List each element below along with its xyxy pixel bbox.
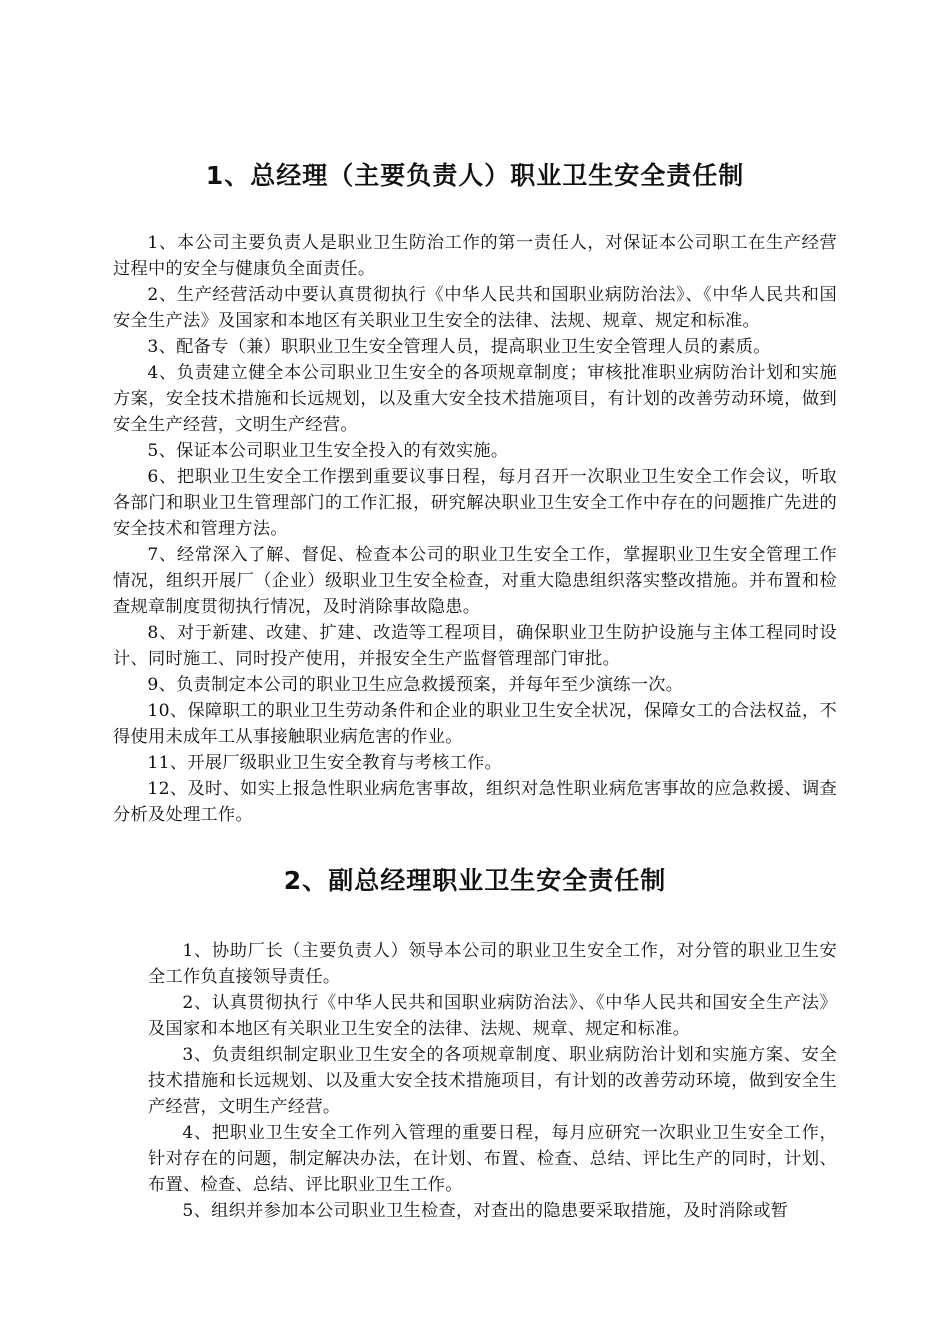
section-2-paragraph-2: 2、认真贯彻执行《中华人民共和国职业病防治法》、《中华人民共和国安全生产法》及国家和本地区有关职业卫生安全的法律、法规、规章、规定和标准。 <box>148 993 837 1039</box>
section-1-paragraph-12: 12、及时、如实上报急性职业病危害事故，组织对急性职业病危害事故的应急救援、调查分析及处理工作。 <box>113 779 837 825</box>
section-2-paragraph-5: 5、组织并参加本公司职业卫生检查，对查出的隐患要采取措施，及时消除或暂 <box>182 1201 789 1221</box>
section-1-paragraph-10: 10、保障职工的职业卫生劳动条件和企业的职业卫生安全状况，保障女工的合法权益，不得使用未成年工从事接触职业病危害的作业。 <box>113 701 837 747</box>
section-2-paragraph-1: 1、协助厂长（主要负责人）领导本公司的职业卫生安全工作，对分管的职业卫生安全工作负直接领导责任。 <box>148 941 837 987</box>
section-1-body <box>113 230 837 828</box>
section-2-paragraph-4: 4、把职业卫生安全工作列入管理的重要日程，每月应研究一次职业卫生安全工作，针对存在的问题，制定解决办法，在计划、布置、检查、总结、评比生产的同时，计划、布置、检查、总结、评比职业卫生工作。 <box>148 1123 837 1195</box>
section-1-paragraph-3: 3、配备专（兼）职职业卫生安全管理人员，提高职业卫生安全管理人员的素质。 <box>147 337 771 357</box>
section-2-title: 2、副总经理职业卫生安全责任制 <box>283 866 667 895</box>
section-1-paragraph-6: 6、把职业卫生安全工作摆到重要议事日程，每月召开一次职业卫生安全工作会议，听取各部门和职业卫生管理部门的工作汇报，研究解决职业卫生安全工作中存在的问题推广先进的安全技术和管理方法。 <box>113 467 837 539</box>
section-1-paragraph-7: 7、经常深入了解、督促、检查本公司的职业卫生安全工作，掌握职业卫生安全管理工作情况，组织开展厂（企业）级职业卫生安全检查，对重大隐患组织落实整改措施。并布置和检查规章制度贯彻执行情况，及时消除事故隐患。 <box>113 545 837 617</box>
section-2-body <box>148 938 837 1224</box>
section-1-paragraph-5: 5、保证本公司职业卫生安全投入的有效实施。 <box>147 441 509 461</box>
section-1-paragraph-2: 2、生产经营活动中要认真贯彻执行《中华人民共和国职业病防治法》、《中华人民共和国安全生产法》及国家和本地区有关职业卫生安全的法律、法规、规章、规定和标准。 <box>113 285 837 331</box>
section-1-paragraph-1: 1、本公司主要负责人是职业卫生防治工作的第一责任人，对保证本公司职工在生产经营过程中的安全与健康负全面责任。 <box>113 233 837 279</box>
section-1-paragraph-11: 11、开展厂级职业卫生安全教育与考核工作。 <box>147 753 503 773</box>
section-1-paragraph-9: 9、负责制定本公司的职业卫生应急救援预案，并每年至少演练一次。 <box>147 675 684 695</box>
section-1-paragraph-8: 8、对于新建、改建、扩建、改造等工程项目，确保职业卫生防护设施与主体工程同时设计、同时施工、同时投产使用，并报安全生产监督管理部门审批。 <box>113 623 837 669</box>
section-1-title: 1、总经理（主要负责人）职业卫生安全责任制 <box>205 161 745 190</box>
section-2-paragraph-3: 3、负责组织制定职业卫生安全的各项规章制度、职业病防治计划和实施方案、安全技术措施和长远规划、以及重大安全技术措施项目，有计划的改善劳动环境，做到安全生产经营，文明生产经营。 <box>148 1045 837 1117</box>
section-1-paragraph-4: 4、负责建立健全本公司职业卫生安全的各项规章制度；审核批准职业病防治计划和实施方案，安全技术措施和长远规划，以及重大安全技术措施项目，有计划的改善劳动环境，做到安全生产经营，文明生产经营。 <box>113 363 837 435</box>
